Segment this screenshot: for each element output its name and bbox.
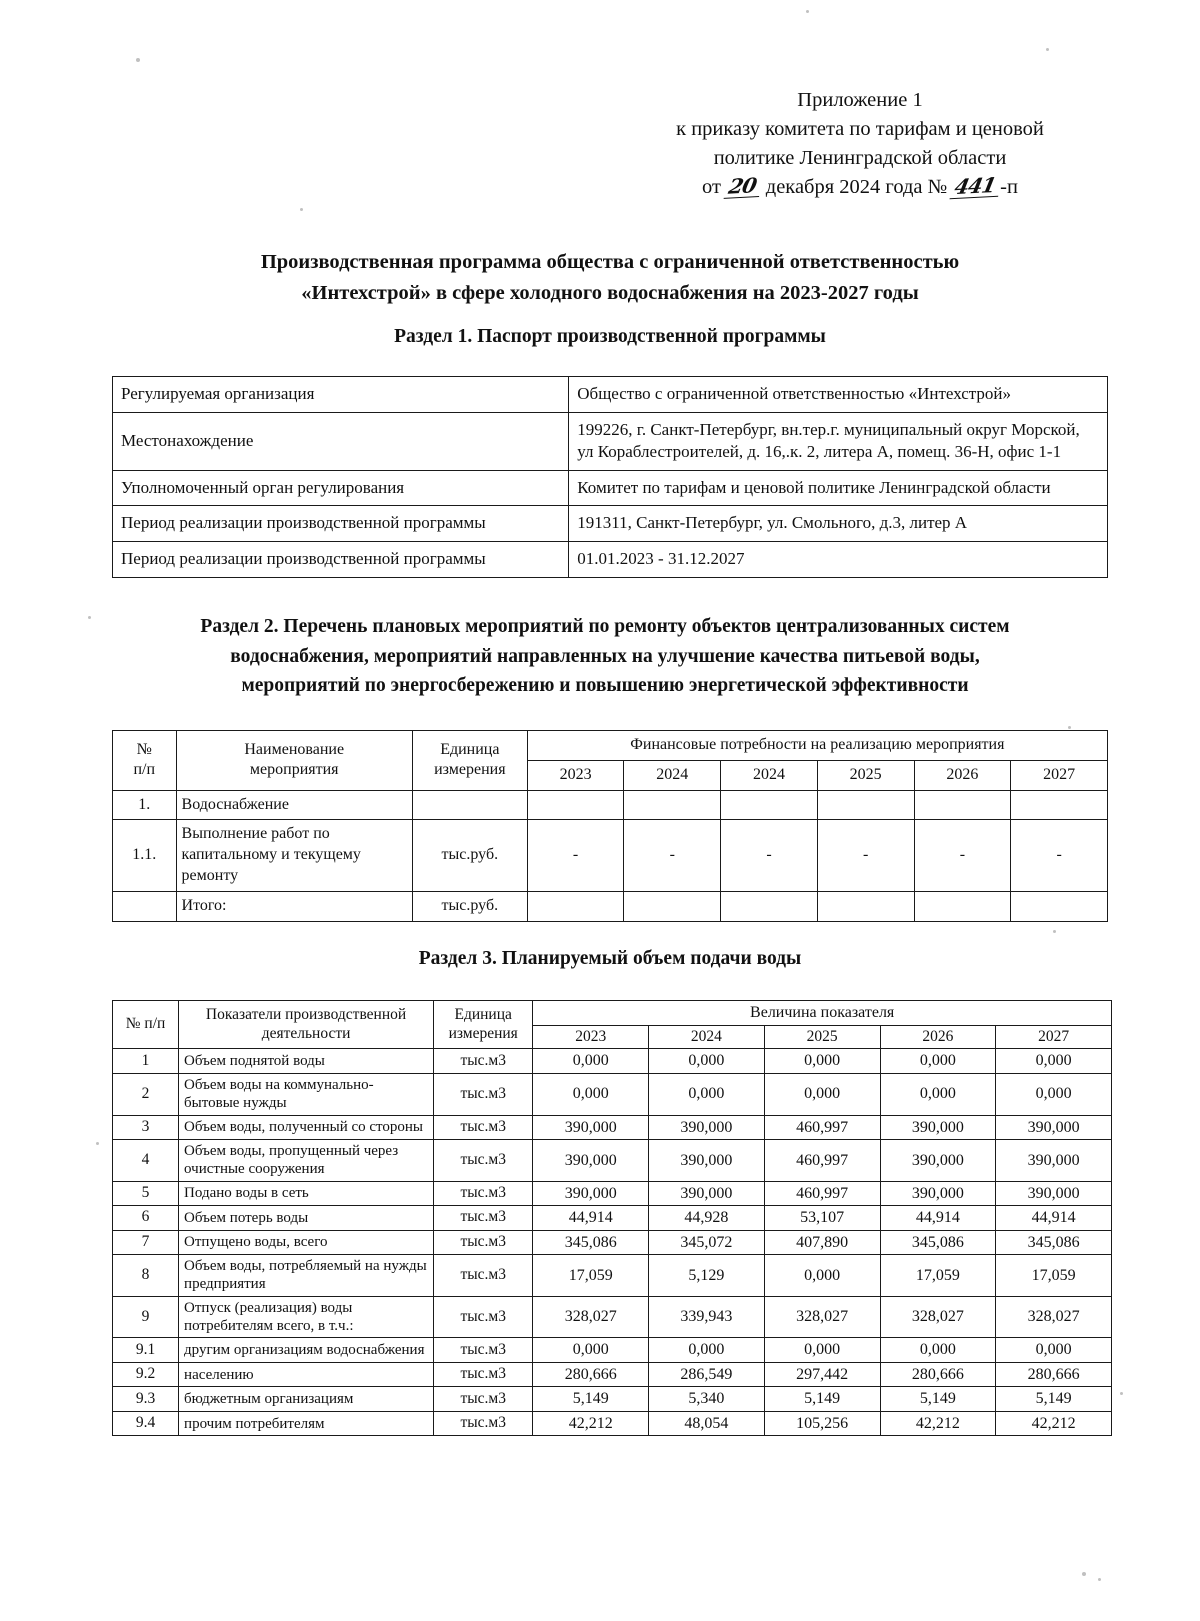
passport-value: 191311, Санкт-Петербург, ул. Смольного, д.3, литер А bbox=[569, 506, 1108, 542]
row-unit: тыс.руб. bbox=[412, 891, 527, 921]
row-value: 0,000 bbox=[880, 1049, 996, 1074]
col-header-financial-needs: Финансовые потребности на реализацию мероприятия bbox=[527, 731, 1107, 761]
row-value bbox=[817, 891, 914, 921]
row-value: 328,027 bbox=[996, 1296, 1112, 1338]
section-3-heading: Раздел 3. Планируемый объем подачи воды bbox=[418, 948, 802, 969]
row-unit: тыс.м3 bbox=[434, 1411, 533, 1436]
row-indicator-name: Объем воды на коммунально-бытовые нужды bbox=[179, 1073, 434, 1115]
col-header-year: 2026 bbox=[914, 760, 1011, 790]
row-value: 345,086 bbox=[880, 1230, 996, 1255]
row-value: 0,000 bbox=[880, 1073, 996, 1115]
row-indicator-name: Объем поднятой воды bbox=[179, 1049, 434, 1074]
repairs-table bbox=[112, 730, 1108, 922]
scan-speck bbox=[1120, 1392, 1123, 1395]
row-value: 105,256 bbox=[764, 1411, 880, 1436]
col-header-indicator-line-2: деятельности bbox=[261, 1024, 351, 1042]
row-indicator-name: Объем потерь воды bbox=[179, 1206, 434, 1231]
row-value: 460,997 bbox=[764, 1140, 880, 1182]
passport-key: Регулируемая организация bbox=[113, 377, 569, 413]
row-value: 390,000 bbox=[649, 1181, 765, 1206]
row-number: 6 bbox=[113, 1206, 179, 1231]
order-reference-line-2: политике Ленинградской области bbox=[713, 147, 1007, 170]
row-unit: тыс.м3 bbox=[434, 1387, 533, 1412]
table-row bbox=[113, 1049, 1112, 1074]
table-header-row bbox=[113, 731, 1108, 761]
row-value: 0,000 bbox=[764, 1338, 880, 1363]
order-number-suffix: -п bbox=[1000, 176, 1018, 199]
table-row bbox=[113, 542, 1108, 578]
row-unit: тыс.м3 bbox=[434, 1049, 533, 1074]
row-value: - bbox=[527, 820, 624, 891]
row-unit: тыс.м3 bbox=[434, 1338, 533, 1363]
row-indicator-name: Объем воды, полученный со стороны bbox=[179, 1115, 434, 1140]
row-value: 17,059 bbox=[533, 1255, 649, 1297]
row-value bbox=[721, 790, 818, 820]
row-value: - bbox=[1011, 820, 1108, 891]
row-number: 1. bbox=[113, 790, 177, 820]
row-value: 390,000 bbox=[649, 1115, 765, 1140]
passport-key: Период реализации производственной программы bbox=[113, 506, 569, 542]
row-value: 390,000 bbox=[996, 1181, 1112, 1206]
row-number: 9 bbox=[113, 1296, 179, 1338]
row-value: 328,027 bbox=[533, 1296, 649, 1338]
row-value: 390,000 bbox=[880, 1140, 996, 1182]
col-header-year: 2027 bbox=[1011, 760, 1108, 790]
order-date-middle: декабря 2024 года № bbox=[765, 176, 948, 199]
col-header-unit bbox=[412, 731, 527, 791]
row-value: 5,340 bbox=[649, 1387, 765, 1412]
passport-value: 199226, г. Санкт-Петербург, вн.тер.г. муниципальный округ Морской, ул Кораблестроителей, д. 16,.к. 2, литера А, помещ. 36-Н, офис 1-1 bbox=[569, 412, 1108, 470]
row-indicator-name: Объем воды, пропущенный через очистные сооружения bbox=[179, 1140, 434, 1182]
row-number: 9.3 bbox=[113, 1387, 179, 1412]
water-volume-table bbox=[112, 1000, 1112, 1436]
row-value: 0,000 bbox=[880, 1338, 996, 1363]
passport-value: Комитет по тарифам и ценовой политике Ленинградской области bbox=[569, 470, 1108, 506]
col-header-year: 2023 bbox=[533, 1025, 649, 1049]
row-value: 17,059 bbox=[996, 1255, 1112, 1297]
table-row bbox=[113, 412, 1108, 470]
row-unit: тыс.руб. bbox=[412, 820, 527, 891]
row-value: 345,086 bbox=[533, 1230, 649, 1255]
row-indicator-name: населению bbox=[179, 1362, 434, 1387]
row-number: 2 bbox=[113, 1073, 179, 1115]
row-value: 390,000 bbox=[996, 1140, 1112, 1182]
col-header-measure-name bbox=[176, 731, 412, 791]
row-number: 8 bbox=[113, 1255, 179, 1297]
row-value: 44,914 bbox=[996, 1206, 1112, 1231]
row-value: 42,212 bbox=[880, 1411, 996, 1436]
handwritten-order-number: 441 bbox=[950, 175, 1003, 199]
row-value: 345,072 bbox=[649, 1230, 765, 1255]
row-indicator-name: прочим потребителям bbox=[179, 1411, 434, 1436]
row-value: - bbox=[721, 820, 818, 891]
row-value: - bbox=[624, 820, 721, 891]
row-value bbox=[817, 790, 914, 820]
col-header-year: 2024 bbox=[624, 760, 721, 790]
row-number: 3 bbox=[113, 1115, 179, 1140]
row-value: 42,212 bbox=[533, 1411, 649, 1436]
row-value: 53,107 bbox=[764, 1206, 880, 1231]
scan-speck bbox=[96, 1142, 99, 1145]
passport-key: Местонахождение bbox=[113, 412, 569, 470]
row-value: 390,000 bbox=[533, 1140, 649, 1182]
section-2-heading-line-2: водоснабжения, мероприятий направленных на улучшение качества питьевой воды, bbox=[230, 645, 980, 667]
row-value: 345,086 bbox=[996, 1230, 1112, 1255]
table-row bbox=[113, 506, 1108, 542]
passport-value: Общество с ограниченной ответственностью «Интехстрой» bbox=[569, 377, 1108, 413]
scan-speck bbox=[300, 208, 303, 211]
row-value: 0,000 bbox=[764, 1049, 880, 1074]
col-header-number-line-1: № bbox=[136, 740, 152, 758]
row-value: 0,000 bbox=[533, 1338, 649, 1363]
row-value bbox=[624, 790, 721, 820]
page-title-line-1: Производственная программа общества с ограниченной ответственностью bbox=[260, 251, 960, 273]
row-unit: тыс.м3 bbox=[434, 1181, 533, 1206]
row-name: Водоснабжение bbox=[176, 790, 412, 820]
row-value bbox=[624, 891, 721, 921]
row-indicator-name: другим организациям водоснабжения bbox=[179, 1338, 434, 1363]
col-header-year: 2026 bbox=[880, 1025, 996, 1049]
row-value: 297,442 bbox=[764, 1362, 880, 1387]
row-value: 328,027 bbox=[880, 1296, 996, 1338]
row-indicator-name: Отпуск (реализация) воды потребителям всего, в т.ч.: bbox=[179, 1296, 434, 1338]
col-header-year: 2027 bbox=[996, 1025, 1112, 1049]
table-row bbox=[113, 1181, 1112, 1206]
row-value: 17,059 bbox=[880, 1255, 996, 1297]
row-number: 5 bbox=[113, 1181, 179, 1206]
row-value: 0,000 bbox=[533, 1073, 649, 1115]
table-row bbox=[113, 1140, 1112, 1182]
row-unit: тыс.м3 bbox=[434, 1255, 533, 1297]
row-value: 44,914 bbox=[880, 1206, 996, 1231]
row-value: 0,000 bbox=[996, 1049, 1112, 1074]
passport-key: Период реализации производственной программы bbox=[113, 542, 569, 578]
table-row bbox=[113, 891, 1108, 921]
row-value bbox=[1011, 891, 1108, 921]
appendix-label: Приложение 1 bbox=[797, 89, 923, 111]
passport-table bbox=[112, 376, 1108, 578]
col-header-number bbox=[113, 731, 177, 791]
section-2-heading-line-3: мероприятий по энергосбережению и повышению энергетической эффективности bbox=[241, 675, 969, 697]
row-name: Выполнение работ по капитальному и текущему ремонту bbox=[176, 820, 412, 891]
row-unit: тыс.м3 bbox=[434, 1230, 533, 1255]
row-value: 328,027 bbox=[764, 1296, 880, 1338]
row-value: 460,997 bbox=[764, 1181, 880, 1206]
scan-speck bbox=[1082, 1572, 1086, 1576]
scan-speck bbox=[1046, 48, 1049, 51]
col-header-year: 2024 bbox=[649, 1025, 765, 1049]
row-indicator-name: Отпущено воды, всего bbox=[179, 1230, 434, 1255]
row-value: 390,000 bbox=[880, 1181, 996, 1206]
row-value bbox=[527, 891, 624, 921]
section-2-heading bbox=[140, 612, 1070, 701]
passport-value: 01.01.2023 - 31.12.2027 bbox=[569, 542, 1108, 578]
order-date-prefix: от bbox=[702, 176, 721, 199]
row-value: 0,000 bbox=[996, 1338, 1112, 1363]
row-value: 48,054 bbox=[649, 1411, 765, 1436]
row-value: 5,129 bbox=[649, 1255, 765, 1297]
col-header-year: 2024 bbox=[721, 760, 818, 790]
row-unit: тыс.м3 bbox=[434, 1115, 533, 1140]
col-header-measure-name-line-2: мероприятия bbox=[249, 761, 339, 779]
row-number: 9.1 bbox=[113, 1338, 179, 1363]
row-number: 9.2 bbox=[113, 1362, 179, 1387]
row-unit: тыс.м3 bbox=[434, 1140, 533, 1182]
row-number: 1.1. bbox=[113, 820, 177, 891]
col-header-indicator bbox=[179, 1001, 434, 1049]
scan-speck bbox=[1053, 930, 1056, 933]
table-header-row bbox=[113, 1001, 1112, 1026]
row-number bbox=[113, 891, 177, 921]
col-header-year: 2025 bbox=[817, 760, 914, 790]
row-indicator-name: Объем воды, потребляемый на нужды предприятия bbox=[179, 1255, 434, 1297]
table-row bbox=[113, 377, 1108, 413]
handwritten-day: 20 bbox=[724, 175, 763, 198]
row-value: - bbox=[914, 820, 1011, 891]
col-header-measure-name-line-1: Наименование bbox=[244, 740, 345, 758]
row-value: 280,666 bbox=[996, 1362, 1112, 1387]
table-row bbox=[113, 1387, 1112, 1412]
row-value: 280,666 bbox=[533, 1362, 649, 1387]
row-value bbox=[721, 891, 818, 921]
row-value: 390,000 bbox=[649, 1140, 765, 1182]
col-header-unit-line-1: Единица bbox=[454, 1005, 512, 1023]
table-row bbox=[113, 1362, 1112, 1387]
row-value bbox=[1011, 790, 1108, 820]
section-1-heading: Раздел 1. Паспорт производственной программы bbox=[394, 326, 826, 347]
row-value: 280,666 bbox=[880, 1362, 996, 1387]
col-header-indicator-value: Величина показателя bbox=[533, 1001, 1112, 1026]
row-name: Итого: bbox=[176, 891, 412, 921]
row-number: 7 bbox=[113, 1230, 179, 1255]
row-unit: тыс.м3 bbox=[434, 1362, 533, 1387]
row-indicator-name: Подано воды в сеть bbox=[179, 1181, 434, 1206]
row-unit: тыс.м3 bbox=[434, 1296, 533, 1338]
row-value: 5,149 bbox=[764, 1387, 880, 1412]
col-header-unit-line-2: измерения bbox=[448, 1024, 518, 1042]
row-value: 390,000 bbox=[533, 1181, 649, 1206]
order-date-line bbox=[600, 173, 1120, 202]
scan-speck bbox=[1098, 1578, 1101, 1581]
row-value: 460,997 bbox=[764, 1115, 880, 1140]
row-value: 0,000 bbox=[649, 1338, 765, 1363]
table-row bbox=[113, 1296, 1112, 1338]
row-value: 44,914 bbox=[533, 1206, 649, 1231]
row-unit bbox=[412, 790, 527, 820]
col-header-unit-line-1: Единица bbox=[440, 740, 500, 758]
row-value: 339,943 bbox=[649, 1296, 765, 1338]
table-row bbox=[113, 1255, 1112, 1297]
table-row bbox=[113, 1230, 1112, 1255]
table-row bbox=[113, 820, 1108, 891]
scan-speck bbox=[88, 616, 91, 619]
row-number: 4 bbox=[113, 1140, 179, 1182]
row-value: 0,000 bbox=[533, 1049, 649, 1074]
col-header-number-line-2: п/п bbox=[133, 761, 156, 779]
row-value: 44,928 bbox=[649, 1206, 765, 1231]
row-value: 286,549 bbox=[649, 1362, 765, 1387]
row-value: 390,000 bbox=[533, 1115, 649, 1140]
table-row bbox=[113, 790, 1108, 820]
row-value bbox=[914, 891, 1011, 921]
table-row bbox=[113, 1411, 1112, 1436]
table-row bbox=[113, 1338, 1112, 1363]
row-value: 42,212 bbox=[996, 1411, 1112, 1436]
page-title-line-2: «Интехстрой» в сфере холодного водоснабжения на 2023-2027 годы bbox=[301, 281, 919, 304]
row-value: 0,000 bbox=[649, 1073, 765, 1115]
row-value: 390,000 bbox=[880, 1115, 996, 1140]
col-header-number: № п/п bbox=[113, 1001, 179, 1049]
row-number: 9.4 bbox=[113, 1411, 179, 1436]
passport-key: Уполномоченный орган регулирования bbox=[113, 470, 569, 506]
row-value: 0,000 bbox=[996, 1073, 1112, 1115]
scan-speck bbox=[1068, 726, 1071, 729]
row-value: 0,000 bbox=[649, 1049, 765, 1074]
row-value: - bbox=[817, 820, 914, 891]
order-reference-line-1: к приказу комитета по тарифам и ценовой bbox=[676, 118, 1044, 141]
row-indicator-name: бюджетным организациям bbox=[179, 1387, 434, 1412]
col-header-unit-line-2: измерения bbox=[434, 761, 506, 779]
row-number: 1 bbox=[113, 1049, 179, 1074]
row-value: 390,000 bbox=[996, 1115, 1112, 1140]
table-row bbox=[113, 1206, 1112, 1231]
scan-speck bbox=[136, 58, 140, 62]
page-title bbox=[180, 247, 1040, 309]
row-value: 0,000 bbox=[764, 1255, 880, 1297]
section-2-heading-line-1: Раздел 2. Перечень плановых мероприятий по ремонту объектов централизованных систем bbox=[200, 616, 1010, 637]
col-header-indicator-line-1: Показатели производственной bbox=[205, 1005, 407, 1023]
row-value: 5,149 bbox=[996, 1387, 1112, 1412]
col-header-unit bbox=[434, 1001, 533, 1049]
row-unit: тыс.м3 bbox=[434, 1206, 533, 1231]
table-row bbox=[113, 1115, 1112, 1140]
row-value: 5,149 bbox=[880, 1387, 996, 1412]
col-header-year: 2025 bbox=[764, 1025, 880, 1049]
row-value bbox=[527, 790, 624, 820]
scan-speck bbox=[806, 10, 809, 13]
row-value: 5,149 bbox=[533, 1387, 649, 1412]
row-value bbox=[914, 790, 1011, 820]
document-header bbox=[600, 86, 1120, 202]
table-row bbox=[113, 470, 1108, 506]
row-value: 0,000 bbox=[764, 1073, 880, 1115]
row-value: 407,890 bbox=[764, 1230, 880, 1255]
col-header-year: 2023 bbox=[527, 760, 624, 790]
row-unit: тыс.м3 bbox=[434, 1073, 533, 1115]
table-row bbox=[113, 1073, 1112, 1115]
